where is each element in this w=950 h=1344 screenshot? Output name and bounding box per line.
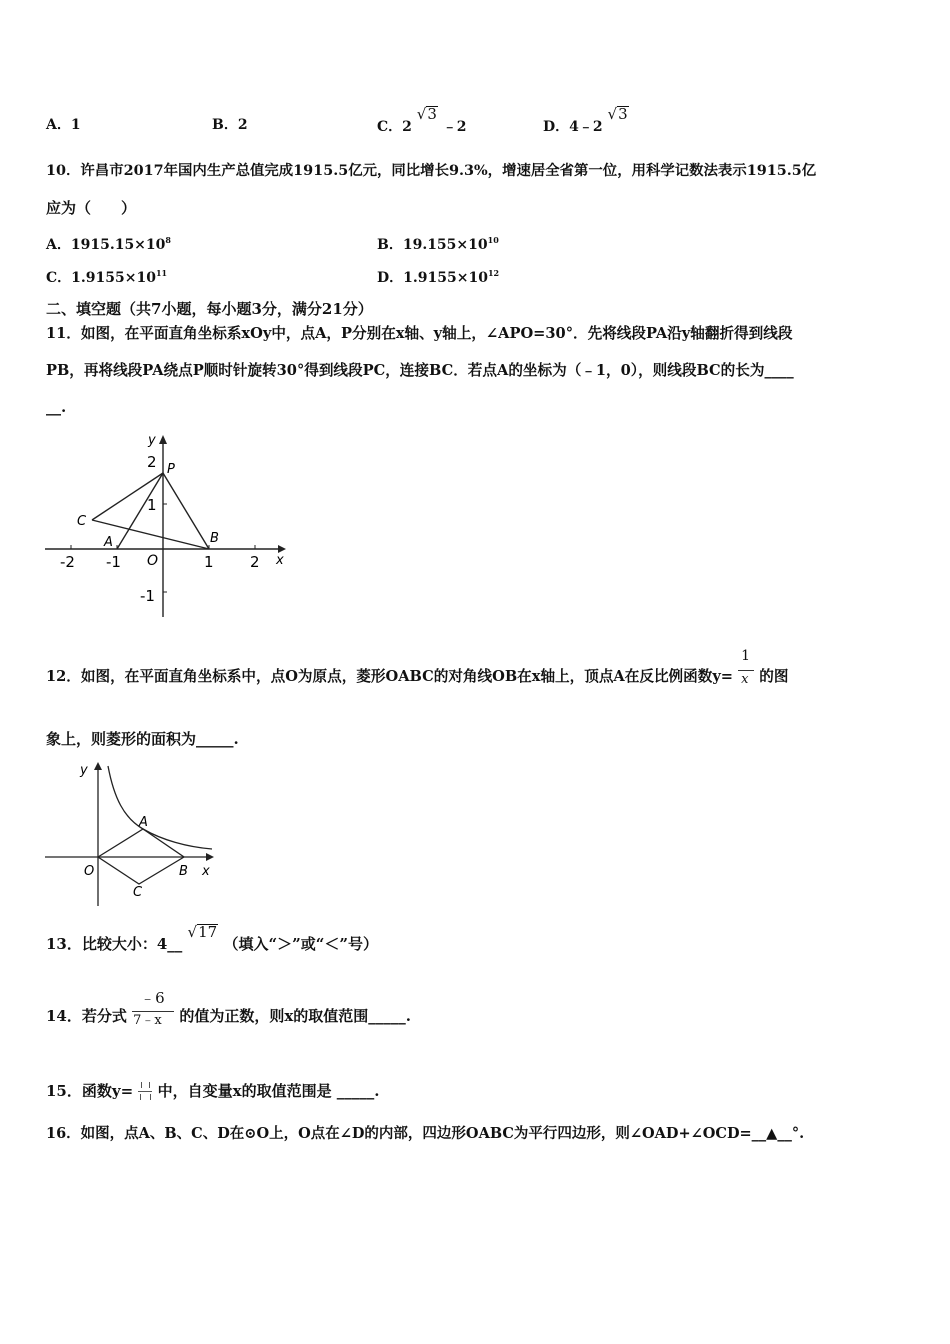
q15-tiny-numerator-glyph xyxy=(141,1082,150,1088)
q13-radicand: 17 xyxy=(198,923,218,941)
q10-option-b xyxy=(377,236,499,252)
q16-stem: 16．如图，点A、B、C、D在⊙O上，O点在∠D的内部，四边形OABC为平行四边形，则∠OAD+∠OCD=__▲__°. xyxy=(46,1125,805,1142)
q9-option-c-label: C．2 xyxy=(377,119,412,135)
q9-option-b: B．2 xyxy=(212,117,248,133)
q11-coordinate-figure xyxy=(40,432,290,622)
q15-tiny-denominator-glyph xyxy=(140,1094,151,1100)
q13-post: （填入“＞”或“＜”号） xyxy=(223,935,378,953)
q10-option-d-text: D．1.9155×10 xyxy=(377,270,488,286)
q12-label-c: C xyxy=(133,885,143,900)
q9-option-c-tail: ﹣2 xyxy=(442,119,467,135)
sqrt-symbol: √3 xyxy=(607,105,628,123)
q15-tiny-fraction-bar xyxy=(138,1091,152,1092)
q9-option-c xyxy=(377,105,467,135)
q12-fraction-denominator: x xyxy=(741,671,749,687)
q10-option-b-text: B．19.155×10 xyxy=(377,237,488,253)
q11-label-a: A xyxy=(104,535,113,550)
q11-tick-1x: 1 xyxy=(204,553,214,571)
q11-tick-2y: 2 xyxy=(147,453,157,471)
q12-fraction-bar xyxy=(738,670,754,671)
q11-label-y: y xyxy=(148,433,156,448)
q9-option-d xyxy=(543,105,629,135)
q15-tiny-fraction xyxy=(138,1081,152,1103)
q14-fraction-numerator: ﹣6 xyxy=(140,988,165,1007)
q10-stem-line1: 10．许昌市2017年国内生产总值完成1915.5亿元，同比增长9.3%，增速居全省第一位，用科学记数法表示1915.5亿 xyxy=(46,162,817,179)
section-heading-fill-in: 二、填空题（共7小题，每小题3分，满分21分） xyxy=(46,300,373,318)
q12-stem-line1-pre: 12．如图，在平面直角坐标系中，点O为原点，菱形OABC的对角线OB在x轴上，顶点A在反比例函数y= xyxy=(46,668,734,685)
q12-figure-bg xyxy=(42,758,217,908)
q11-stem-line1: 11．如图，在平面直角坐标系xOy中，点A，P分别在x轴、y轴上，∠APO=30°．先将线段PA沿y轴翻折得到线段 xyxy=(46,325,793,342)
q12-fraction-numerator: 1 xyxy=(741,647,751,664)
q11-label-o: O xyxy=(147,553,159,569)
q12-stem-line1-post: 的图 xyxy=(759,668,789,685)
q10-option-c-exp: 11 xyxy=(155,268,168,278)
q10-stem-line2: 应为（ ） xyxy=(46,199,137,217)
q14-fraction xyxy=(132,988,174,1028)
q11-x-axis-arrow xyxy=(278,545,286,553)
q11-y-axis-arrow xyxy=(159,435,167,444)
q12-label-b: B xyxy=(179,864,188,879)
q10-option-d xyxy=(377,269,499,285)
q14-stem xyxy=(46,988,412,1028)
q14-fraction-denominator: 7﹣x xyxy=(133,1012,162,1028)
q9-option-c-radicand: 3 xyxy=(427,105,437,123)
q13-stem xyxy=(46,923,378,953)
sqrt-symbol: √3 xyxy=(416,105,437,123)
q11-label-x: x xyxy=(276,553,284,568)
sqrt-symbol: √17 xyxy=(187,923,218,941)
q15-post: 中，自变量x的取值范围是 _____. xyxy=(157,1082,380,1100)
segment-pb xyxy=(163,473,209,549)
q13-pre: 13．比较大小：4__ xyxy=(46,935,183,953)
q10-option-d-exp: 12 xyxy=(487,268,500,278)
q11-label-c: C xyxy=(77,514,87,529)
q10-option-c xyxy=(46,269,167,285)
q10-option-a xyxy=(46,236,171,252)
q11-label-b: B xyxy=(210,531,219,546)
q12-label-x: x xyxy=(202,864,210,879)
q14-fraction-bar xyxy=(132,1011,174,1012)
q14-post: 的值为正数，则x的取值范围_____. xyxy=(179,1007,412,1025)
q10-option-a-exp: 8 xyxy=(165,235,171,245)
q12-stem-line2: 象上，则菱形的面积为_____. xyxy=(46,730,239,748)
q15-pre: 15．函数y= xyxy=(46,1082,134,1100)
q10-option-b-exp: 10 xyxy=(487,235,499,245)
q11-tick-1y: 1 xyxy=(147,496,157,514)
q9-option-a: A．1 xyxy=(46,117,81,133)
q12-label-y: y xyxy=(80,763,88,778)
q14-pre: 14．若分式 xyxy=(46,1007,127,1025)
q11-stem-line2: PB，再将线段PA绕点P顺时针旋转30°得到线段PC，连接BC．若点A的坐标为（﹣1，0），则线段BC的长为____ xyxy=(46,362,794,379)
q11-tick-m2x: -2 xyxy=(60,553,75,571)
q11-tick-2x: 2 xyxy=(250,553,260,571)
q12-label-o: O xyxy=(84,864,95,879)
q11-label-p: P xyxy=(167,462,175,477)
q11-tick-m1x: -1 xyxy=(106,553,121,571)
q10-option-a-text: A．1915.15×10 xyxy=(46,237,166,253)
q12-fraction xyxy=(738,647,754,687)
q11-stem-line3: __. xyxy=(46,398,67,416)
q12-rhombus-figure xyxy=(42,758,217,908)
q15-stem xyxy=(46,1081,380,1103)
q10-option-c-text: C．1.9155×10 xyxy=(46,270,156,286)
q9-option-d-radicand: 3 xyxy=(618,105,628,123)
q12-label-a: A xyxy=(139,815,148,830)
q9-option-d-label: D．4﹣2 xyxy=(543,119,603,135)
q11-tick-m1y: -1 xyxy=(140,587,155,605)
q12-stem-line1 xyxy=(46,647,789,687)
